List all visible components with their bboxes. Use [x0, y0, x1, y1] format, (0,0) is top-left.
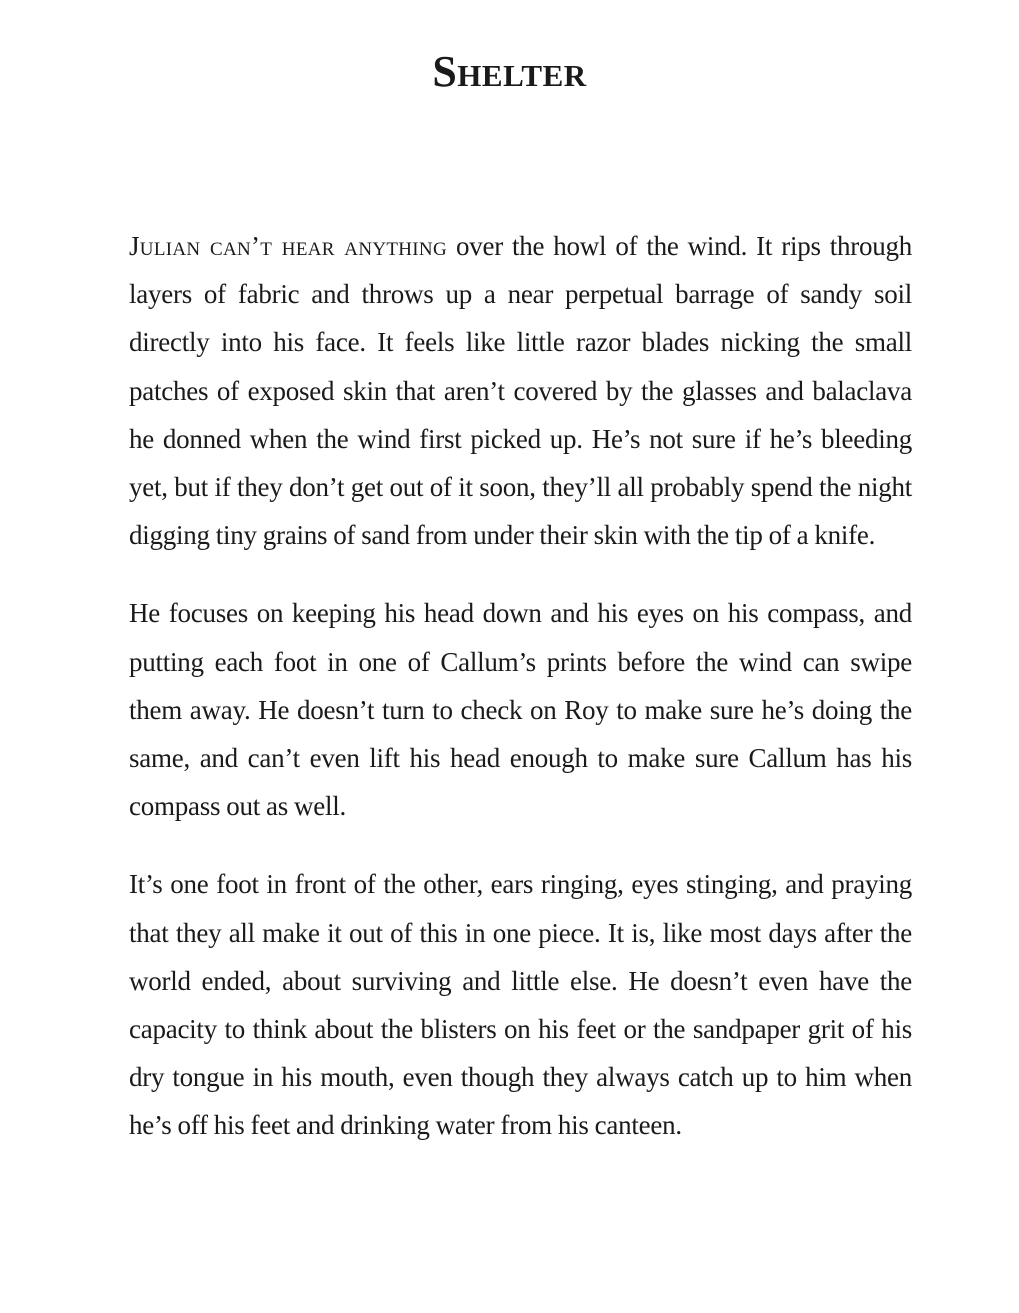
paragraph-text: He focuses on keeping his head down and his eyes on his compass, and putting each foot in one of Callum’s prints before the wind can swipe them away. He doesn’t turn to check on Roy to make sure he’s doing the same, and can’t even lift his head enough to make sure Callum has his compass out as well.	[129, 598, 912, 822]
paragraph-text: over the howl of the wind. It rips through layers of fabric and throws up a near perpetual barrage of sandy soil directly into his face. It feels like little razor blades nicking the small patches of exposed skin that aren’t covered by the glasses and balaclava he donned when the wind first picked up. He’s not sure if he’s bleeding yet, but if they don’t get out of it soon, they’ll all probably spend the night digging tiny grains of sand from under their skin with the tip of a knife.	[129, 231, 912, 551]
paragraph-1	[129, 222, 912, 559]
chapter-title: Shelter	[432, 47, 587, 96]
chapter-body	[129, 222, 912, 1180]
paragraph-3	[129, 860, 912, 1149]
paragraph-lead-in: Julian can’t hear anything	[129, 231, 447, 261]
paragraph-2	[129, 589, 912, 830]
paragraph-text: It’s one foot in front of the other, ears ringing, eyes stinging, and praying that they all make it out of this in one piece. It is, like most days after the world ended, about surviving and little else. He doesn’t even have the capacity to think about the blisters on his feet or the sandpaper grit of his dry tongue in his mouth, even though they always catch up to him when he’s off his feet and drinking water from his canteen.	[129, 869, 912, 1141]
